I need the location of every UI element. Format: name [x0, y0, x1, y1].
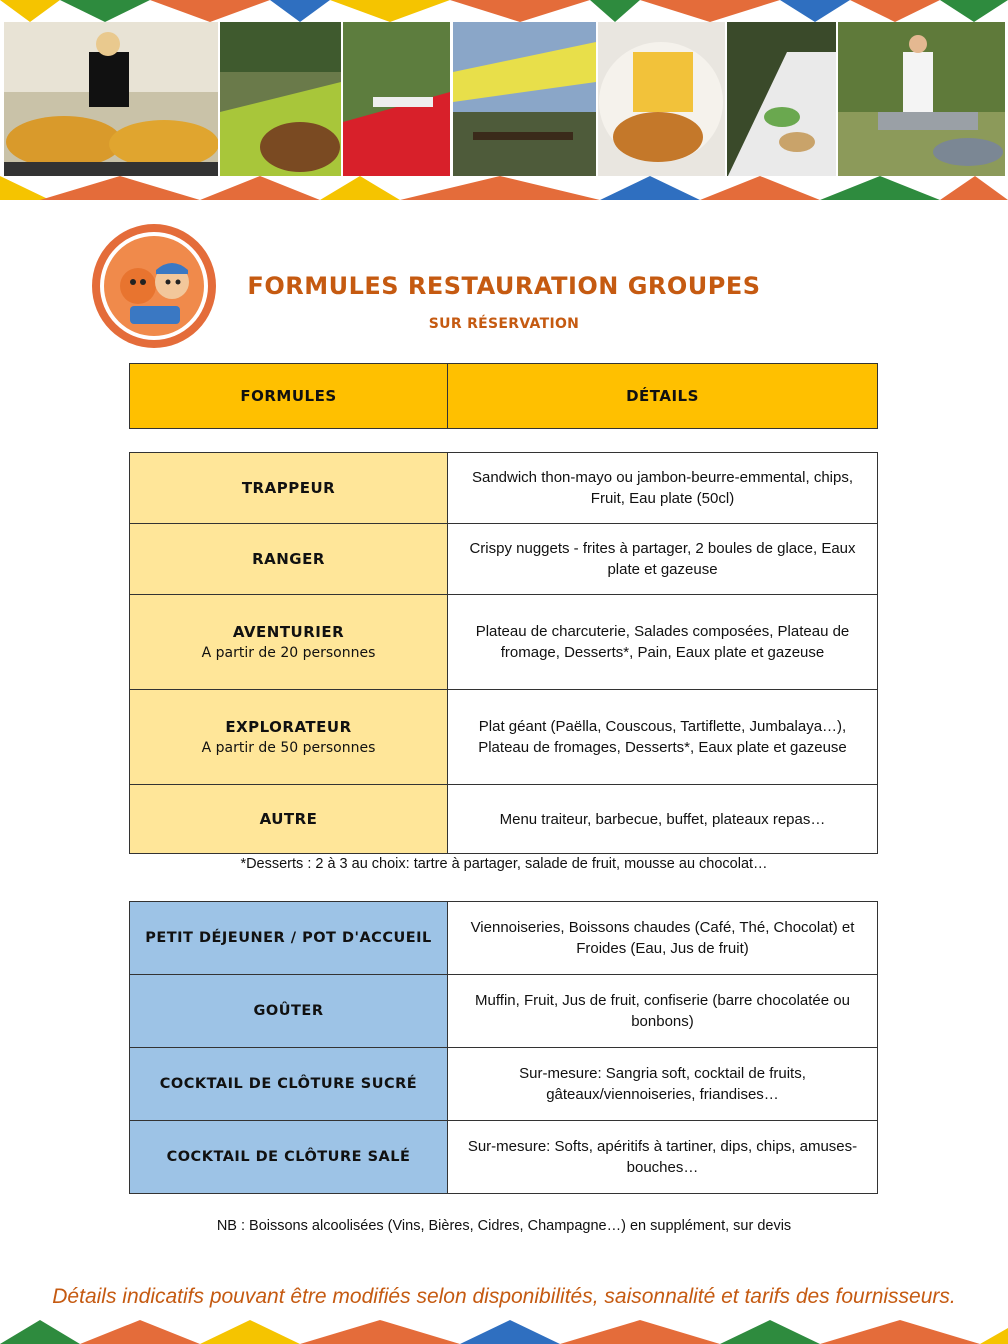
- decorative-band-bottom: [0, 1320, 1008, 1344]
- table-row: [130, 690, 878, 785]
- table-header: [129, 363, 878, 429]
- formule-details: Crispy nuggets - frites à partager, 2 boules de glace, Eaux plate et gazeuse: [448, 524, 878, 595]
- extra-name: COCKTAIL DE CLÔTURE SALÉ: [130, 1121, 448, 1194]
- formule-details: Menu traiteur, barbecue, buffet, plateaux repas…: [448, 785, 878, 854]
- extra-details: Sur-mesure: Sangria soft, cocktail de fruits, gâteaux/viennoiseries, friandises…: [448, 1048, 878, 1121]
- buffet-table-photo: [220, 22, 341, 178]
- nuggets-fries-photo: [598, 22, 725, 178]
- paella-photo: [4, 22, 218, 178]
- formule-name: TRAPPEUR: [130, 453, 448, 524]
- salad-buffet-photo: [727, 22, 836, 178]
- table-row: [130, 595, 878, 690]
- table-row: [130, 1048, 878, 1121]
- extra-details: Viennoiseries, Boissons chaudes (Café, Thé, Chocolat) et Froides (Eau, Jus de fruit): [448, 902, 878, 975]
- alcohol-note: NB : Boissons alcoolisées (Vins, Bières, Cidres, Champagne…) en supplément, sur devis: [216, 1218, 792, 1234]
- table-row: [130, 524, 878, 595]
- formule-name: AUTRE: [130, 785, 448, 854]
- formule-name: RANGER: [130, 524, 448, 595]
- table-row: [130, 453, 878, 524]
- decorative-band-middle: [0, 176, 1008, 200]
- extra-details: Sur-mesure: Softs, apéritifs à tartiner, dips, chips, amuses-bouches…: [448, 1121, 878, 1194]
- formule-details: Sandwich thon-mayo ou jambon-beurre-emmental, chips, Fruit, Eau plate (50cl): [448, 453, 878, 524]
- formule-sub: A partir de 50 personnes: [201, 740, 376, 756]
- formule-details: Plateau de charcuterie, Salades composées, Plateau de fromage, Desserts*, Pain, Eaux plate et gazeuse: [448, 595, 878, 690]
- extra-name: PETIT DÉJEUNER / POT D'ACCUEIL: [130, 902, 448, 975]
- extras-table: [129, 901, 878, 1194]
- formule-details: Plat géant (Paëlla, Couscous, Tartiflette, Jumbalaya…), Plateau de fromages, Desserts*, Eaux plate et gazeuse: [448, 690, 878, 785]
- column-header-formules: FORMULES: [130, 364, 448, 429]
- table-row: [130, 975, 878, 1048]
- page-title: FORMULES RESTAURATION GROUPES: [247, 272, 761, 300]
- formules-table: [129, 452, 878, 854]
- column-header-details: DÉTAILS: [448, 364, 878, 429]
- extra-name: COCKTAIL DE CLÔTURE SUCRÉ: [130, 1048, 448, 1121]
- desserts-note: *Desserts : 2 à 3 au choix: tartre à partager, salade de fruit, mousse au chocolat…: [240, 856, 768, 872]
- formule-name: AVENTURIER A partir de 20 personnes: [130, 595, 448, 690]
- extra-name: GOÛTER: [130, 975, 448, 1048]
- page-subtitle: SUR RÉSERVATION: [428, 316, 580, 332]
- picnic-area-photo: [453, 22, 596, 178]
- footer-disclaimer: Détails indicatifs pouvant être modifiés selon disponibilités, saisonnalité et tarifs des fournisseurs.: [52, 1285, 956, 1308]
- extra-details: Muffin, Fruit, Jus de fruit, confiserie (barre chocolatée ou bonbons): [448, 975, 878, 1048]
- table-row: [130, 1121, 878, 1194]
- table-row: [130, 785, 878, 854]
- photo-strip: [0, 22, 1008, 178]
- formule-sub: A partir de 20 personnes: [201, 645, 376, 661]
- formule-name: EXPLORATEUR A partir de 50 personnes: [130, 690, 448, 785]
- table-row: [130, 902, 878, 975]
- decorative-band-top: [0, 0, 1008, 22]
- red-table-buffet-photo: [343, 22, 450, 178]
- chef-barbecue-photo: [838, 22, 1005, 178]
